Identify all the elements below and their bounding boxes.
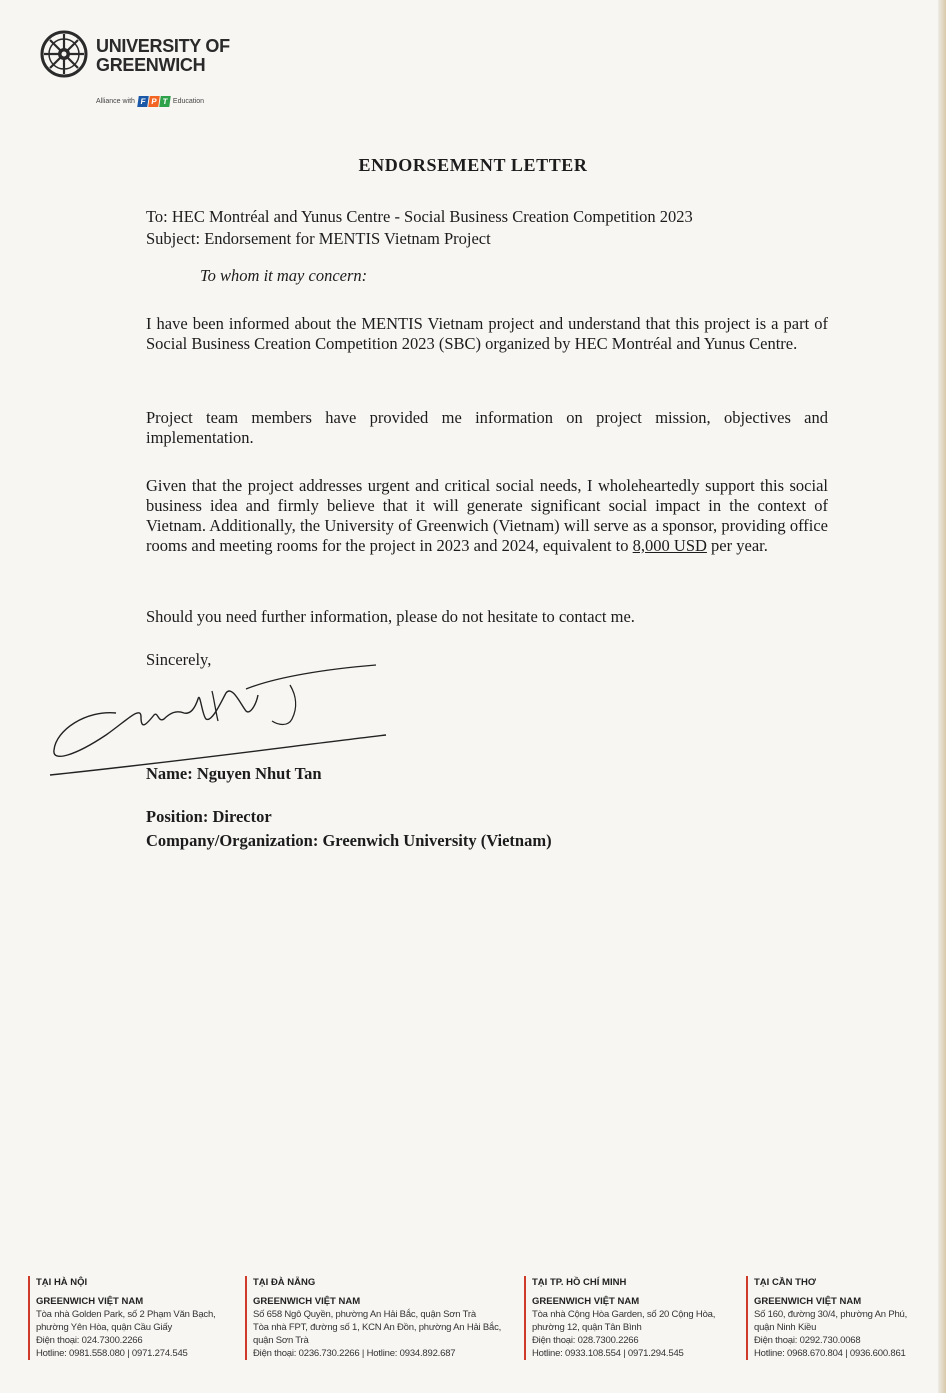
closing: Sincerely,: [146, 650, 212, 669]
paragraph-4: Should you need further information, please do not hesitate to contact me.: [146, 607, 635, 626]
alliance-tagline: [96, 96, 296, 107]
footer-phone: Điện thoại: 024.7300.2266: [36, 1335, 143, 1346]
paragraph-3-text: Given that the project addresses urgent and critical social needs, I wholeheartedly support this social business idea and firmly believe that it will generate significant social impact in the context of Vietnam. Additionally, the University of Greenwich (Vietnam) will serve as a sponsor, providing office rooms and meeting rooms for the project in 2023 and 2024, equivalent to: [146, 476, 828, 555]
footer-address: Tòa nhà Cộng Hòa Garden, số 20 Cộng Hòa,: [532, 1309, 716, 1320]
footer-cantho: [746, 1276, 934, 1360]
footer-address: quận Sơn Trà: [253, 1335, 309, 1346]
fpt-logo: [138, 96, 170, 107]
footer-city: TẠI HÀ NỘI: [36, 1277, 88, 1288]
footer-org: GREENWICH VIỆT NAM: [754, 1296, 862, 1307]
footer-city: TẠI ĐÀ NẴNG: [253, 1277, 316, 1288]
paragraph-1: I have been informed about the MENTIS Vietnam project and understand that this project is a part of Social Business Creation Competition 2023 (SBC) organized by HEC Montréal and Yunus Centre.: [146, 314, 828, 353]
footer-hotline: Hotline: 0981.558.080 | 0971.274.545: [36, 1348, 188, 1359]
footer-org: GREENWICH VIỆT NAM: [253, 1296, 361, 1307]
footer-hcmc: [524, 1276, 742, 1360]
footer-hotline: Hotline: 0933.108.554 | 0971.294.545: [532, 1348, 684, 1359]
recipient-line: To: HEC Montréal and Yunus Centre - Social Business Creation Competition 2023: [146, 207, 693, 226]
alliance-suffix: Education: [172, 98, 205, 105]
footer-hanoi: [28, 1276, 246, 1360]
footer-phone: Điện thoại: 0292.730.0068: [754, 1335, 861, 1346]
handwritten-signature: [46, 655, 406, 780]
subject-line: Subject: Endorsement for MENTIS Vietnam Project: [146, 229, 491, 248]
footer-address: Số 160, đường 30/4, phường An Phú,: [754, 1309, 908, 1320]
footer-address: phường Yên Hòa, quận Cầu Giấy: [36, 1322, 173, 1333]
footer-phone-hotline: Điện thoại: 0236.730.2266 | Hotline: 0934.892.687: [253, 1348, 456, 1359]
alliance-prefix: Alliance with: [96, 98, 135, 105]
footer-address: Tòa nhà FPT, đường số 1, KCN An Đồn, phường An Hải Bắc,: [253, 1322, 502, 1333]
footer-address: Tòa nhà Golden Park, số 2 Phạm Văn Bạch,: [36, 1309, 216, 1320]
footer-danang: [245, 1276, 518, 1360]
letter-title: ENDORSEMENT LETTER: [358, 155, 588, 175]
fpt-letter: T: [159, 96, 171, 107]
sponsorship-amount: 8,000 USD: [632, 536, 707, 555]
signatory-name: Name: Nguyen Nhut Tan: [146, 764, 322, 783]
fpt-letter: P: [148, 96, 160, 107]
logo-line-1: UNIVERSITY OF: [96, 36, 230, 56]
paragraph-3: [146, 476, 828, 556]
footer-org: GREENWICH VIỆT NAM: [36, 1296, 144, 1307]
footer-org: GREENWICH VIỆT NAM: [532, 1296, 640, 1307]
compass-crest-icon: [40, 30, 88, 78]
footer-address: Số 658 Ngô Quyền, phường An Hải Bắc, quận Sơn Trà: [253, 1309, 476, 1320]
footer-address: quận Ninh Kiều: [754, 1322, 817, 1333]
signatory-position: Position: Director: [146, 807, 272, 826]
footer-city: TẠI CẦN THƠ: [754, 1277, 816, 1288]
signatory-organization: Company/Organization: Greenwich University (Vietnam): [146, 831, 552, 850]
footer-phone: Điện thoại: 028.7300.2266: [532, 1335, 639, 1346]
fpt-letter: F: [137, 96, 149, 107]
salutation: To whom it may concern:: [200, 266, 368, 285]
footer-city: TẠI TP. HỒ CHÍ MINH: [532, 1277, 627, 1288]
logo-wordmark: [96, 37, 256, 75]
footer-address: phường 12, quận Tân Bình: [532, 1322, 642, 1333]
logo-line-2: GREENWICH: [96, 55, 206, 75]
paragraph-3-end: per year.: [706, 536, 768, 555]
footer-hotline: Hotline: 0968.670.804 | 0936.600.861: [754, 1348, 906, 1359]
page-edge-shadow: [938, 0, 946, 1393]
paragraph-2: Project team members have provided me information on project mission, objectives and implementation.: [146, 408, 828, 447]
